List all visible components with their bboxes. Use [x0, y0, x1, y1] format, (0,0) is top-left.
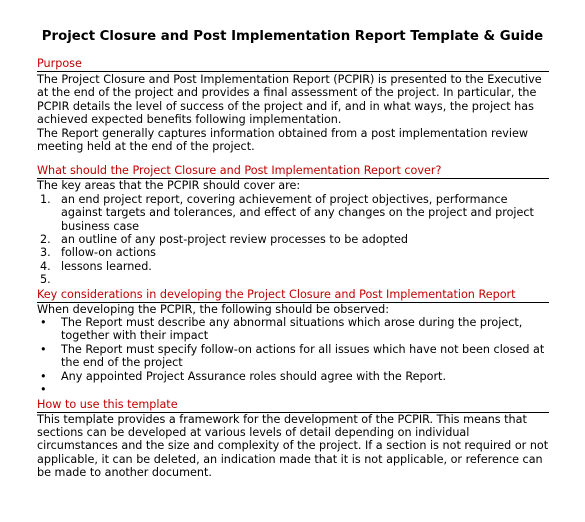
list-item-text: lessons learned.	[61, 259, 152, 273]
list-item	[37, 273, 549, 286]
list-item-text: an end project report, covering achievement of project objectives, performance against targets and tolerances, and effect of any changes on the project and project business case	[61, 192, 534, 233]
bullet-icon: •	[40, 342, 47, 356]
list-marker: 2.	[40, 233, 51, 247]
section-cover	[37, 164, 549, 286]
list-item	[37, 260, 549, 273]
list-item	[37, 233, 549, 246]
list-item-text: The Report must specify follow-on actions for all issues which have not been closed at the end of the project	[61, 342, 545, 370]
section-heading-howto: How to use this template	[37, 398, 549, 413]
list-item	[37, 383, 549, 396]
cover-list	[37, 193, 549, 287]
considerations-list	[37, 316, 549, 396]
document-title: Project Closure and Post Implementation Report Template & Guide	[41, 29, 544, 44]
list-item-text: an outline of any post-project review processes to be adopted	[61, 233, 409, 247]
considerations-intro: When developing the PCPIR, the following should be observed:	[37, 302, 390, 316]
section-purpose	[37, 57, 549, 153]
section-heading-cover: What should the Project Closure and Post Implementation Report cover?	[37, 164, 549, 179]
bullet-icon: •	[40, 316, 47, 330]
cover-intro: The key areas that the PCPIR should cover are:	[37, 179, 301, 193]
bullet-icon: •	[40, 383, 47, 397]
list-item-text: The Report must describe any abnormal situations which arose during the project, together with their impact	[61, 316, 523, 343]
list-item-text: Any appointed Project Assurance roles should agree with the Report.	[61, 369, 446, 383]
list-item	[37, 246, 549, 259]
section-heading-considerations: Key considerations in developing the Project Closure and Post Implementation Report	[37, 288, 549, 303]
list-marker: 5.	[40, 273, 51, 287]
list-item	[37, 316, 549, 343]
list-marker: 3.	[40, 246, 51, 260]
list-marker: 4.	[40, 259, 51, 273]
list-marker: 1.	[40, 192, 51, 206]
list-item-text: follow-on actions	[61, 246, 156, 260]
purpose-paragraph-1: The Project Closure and Post Implementation Report (PCPIR) is presented to the Executive at the end of the project and provides a final assessment of the project. In particular, the PCPIR details the level of success of the project and if, and in what ways, the project has achieved expected benefits following implementation.	[37, 73, 542, 127]
list-item	[37, 370, 549, 383]
section-heading-purpose: Purpose	[37, 57, 549, 72]
bullet-icon: •	[40, 369, 47, 383]
howto-paragraph: This template provides a framework for the development of the PCPIR. This means that sections can be developed at various levels of detail depending on individual circumstances and the size and complexity of the project. If a section is not required or not applicable, it can be deleted, an indication made that it is not applicable, or reference can be made to another document.	[37, 412, 549, 480]
purpose-paragraph-2: The Report generally captures information obtained from a post implementation review meeting held at the end of the project.	[37, 126, 528, 154]
document-body	[37, 57, 549, 480]
section-considerations	[37, 288, 549, 397]
list-item	[37, 193, 549, 233]
section-howto	[37, 398, 549, 480]
list-item	[37, 343, 549, 370]
